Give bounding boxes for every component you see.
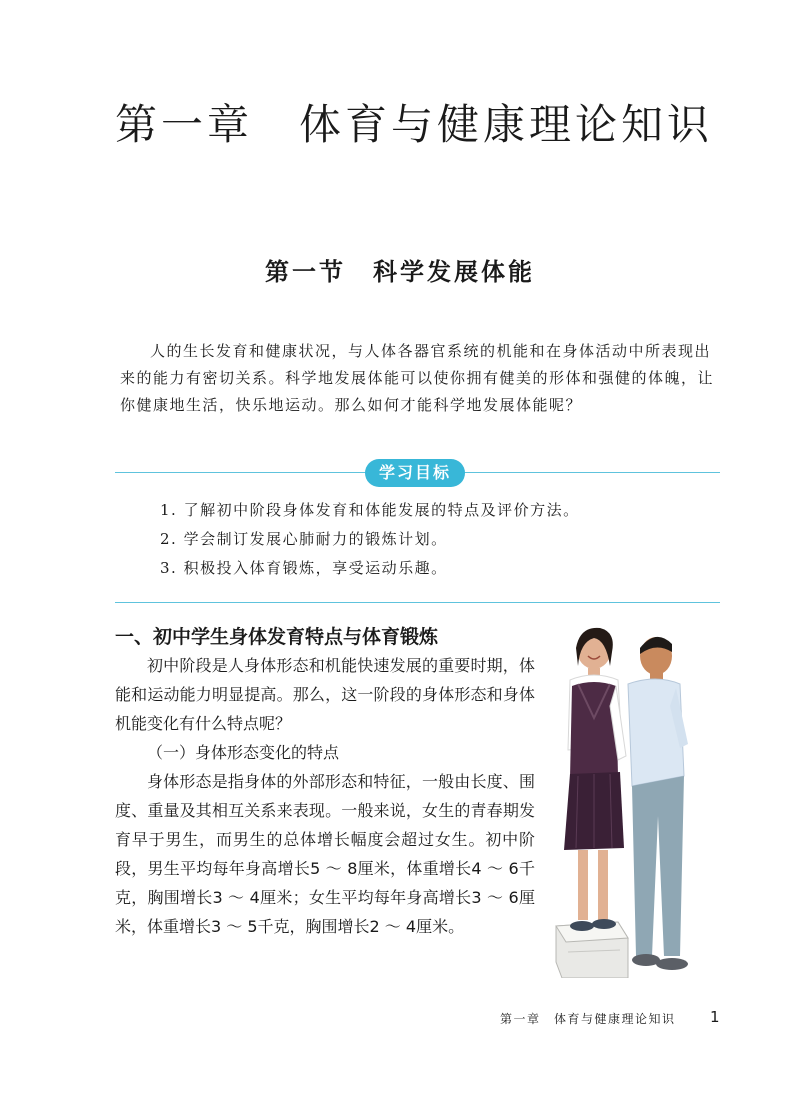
chapter-title: 第一章 体育与健康理论知识 bbox=[115, 100, 714, 149]
intro-paragraph: 人的生长发育和健康状况，与人体各器官系统的机能和在身体活动中所表现出来的能力有密切关系。科学地发展体能可以使你拥有健美的形体和强健的体魄，让你健康地生活，快乐地运动。那么如何才能科学地发展体能呢？ bbox=[120, 342, 715, 414]
objectives-badge: 学习目标 bbox=[365, 459, 465, 487]
body-paragraph: 身体形态是指身体的外部形态和特征，一般由长度、围度、重量及其相互关系来表现。一般来说，女生的青春期发育早于男生，而男生的总体增长幅度会超过女生。初中阶段，男生平均每年身高增长5 ～ 8厘米，体重增长4 ～ 6千克，胸围增长3 ～ 4厘米；女生平均每年身高增长3 ～ 6厘米，体重增长3 ～ 5千克，胸围增长2 ～ 4厘米。 bbox=[115, 772, 535, 936]
objectives-list bbox=[160, 496, 720, 583]
objective-item: 2. 学会制订发展心肺耐力的锻炼计划。 bbox=[160, 530, 448, 548]
objective-item: 3. 积极投入体育锻炼，享受运动乐趣。 bbox=[160, 559, 448, 577]
students-photo bbox=[548, 626, 730, 978]
subheading: （一）身体形态变化的特点 bbox=[147, 743, 340, 762]
running-title: 第一章 体育与健康理论知识 bbox=[500, 1012, 676, 1026]
stool-icon bbox=[556, 922, 628, 978]
boy-figure bbox=[628, 637, 688, 970]
section-heading: 一、初中学生身体发育特点与体育锻炼 bbox=[115, 626, 439, 648]
body-text bbox=[115, 651, 535, 941]
section-title: 第一节 科学发展体能 bbox=[265, 257, 535, 286]
objective-item: 1. 了解初中阶段身体发育和体能发展的特点及评价方法。 bbox=[160, 501, 580, 519]
objectives-bottom-rule bbox=[115, 602, 720, 603]
body-paragraph: 初中阶段是人身体形态和机能快速发展的重要时期，体能和运动能力明显提高。那么，这一阶段的身体形态和身体机能变化有什么特点呢？ bbox=[115, 656, 535, 733]
page-number: 1 bbox=[710, 1008, 720, 1026]
girl-figure bbox=[564, 628, 626, 931]
